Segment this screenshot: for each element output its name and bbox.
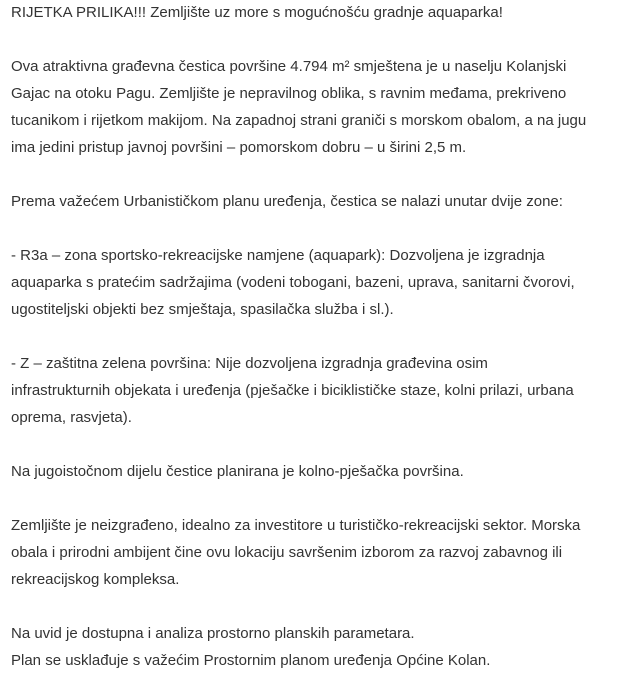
zone-r3a-paragraph bbox=[11, 242, 627, 323]
headline: RIJETKA PRILIKA!!! Zemljište uz more s mogućnošću gradnje aquaparka! bbox=[11, 4, 503, 21]
paragraph-gap bbox=[11, 161, 627, 188]
intro-line: Ova atraktivna građevna čestica površine 4.794 m² smještena je u naselju Kolanjski bbox=[11, 58, 567, 75]
intro-line: tucanikom i rijetkom makijom. Na zapadnoj strani graniči s morskom obalom, a na jugu bbox=[11, 112, 587, 129]
intro-line: Gajac na otoku Pagu. Zemljište je nepravilnog oblika, s ravnim međama, prekriveno bbox=[11, 85, 567, 102]
investors-line: obala i prirodni ambijent čine ovu lokaciju savršenim izborom za razvoj zabavnog ili bbox=[11, 544, 563, 561]
paragraph-gap bbox=[11, 323, 627, 350]
southeast-paragraph: Na jugoistočnom dijelu čestice planirana je kolno-pješačka površina. bbox=[11, 463, 464, 480]
closing-paragraph bbox=[11, 620, 627, 674]
zone-r3a-line: ugostiteljski objekti bez smještaja, spasilačka služba i sl.). bbox=[11, 301, 394, 318]
paragraph-gap bbox=[11, 431, 627, 458]
zone-z-line: infrastrukturnih objekata i uređenja (pješačke i biciklističke staze, kolni prilazi, urbana bbox=[11, 382, 574, 399]
paragraph-gap bbox=[11, 215, 627, 242]
paragraph-gap bbox=[11, 593, 627, 620]
investors-paragraph bbox=[11, 512, 627, 593]
zone-r3a-line: - R3a – zona sportsko-rekreacijske namjene (aquapark): Dozvoljena je izgradnja bbox=[11, 247, 545, 264]
investors-line: rekreacijskog kompleksa. bbox=[11, 571, 180, 588]
zone-z-line: oprema, rasvjeta). bbox=[11, 409, 132, 426]
zones-intro: Prema važećem Urbanističkom planu uređenja, čestica se nalazi unutar dvije zone: bbox=[11, 193, 563, 210]
investors-line: Zemljište je neizgrađeno, idealno za investitore u turističko-rekreacijski sektor. Morska bbox=[11, 517, 581, 534]
zone-r3a-line: aquaparka s pratećim sadržajima (vodeni tobogani, bazeni, uprava, sanitarni čvorovi, bbox=[11, 274, 575, 291]
paragraph-gap bbox=[11, 485, 627, 512]
paragraph-gap bbox=[11, 26, 627, 53]
zone-z-line: - Z – zaštitna zelena površina: Nije dozvoljena izgradnja građevina osim bbox=[11, 355, 488, 372]
zone-z-paragraph bbox=[11, 350, 627, 431]
closing-line: Na uvid je dostupna i analiza prostorno planskih parametara. bbox=[11, 625, 415, 642]
intro-line: ima jedini pristup javnoj površini – pomorskom dobru – u širini 2,5 m. bbox=[11, 139, 467, 156]
closing-line: Plan se usklađuje s važećim Prostornim planom uređenja Općine Kolan. bbox=[11, 652, 491, 669]
intro-paragraph bbox=[11, 53, 627, 161]
